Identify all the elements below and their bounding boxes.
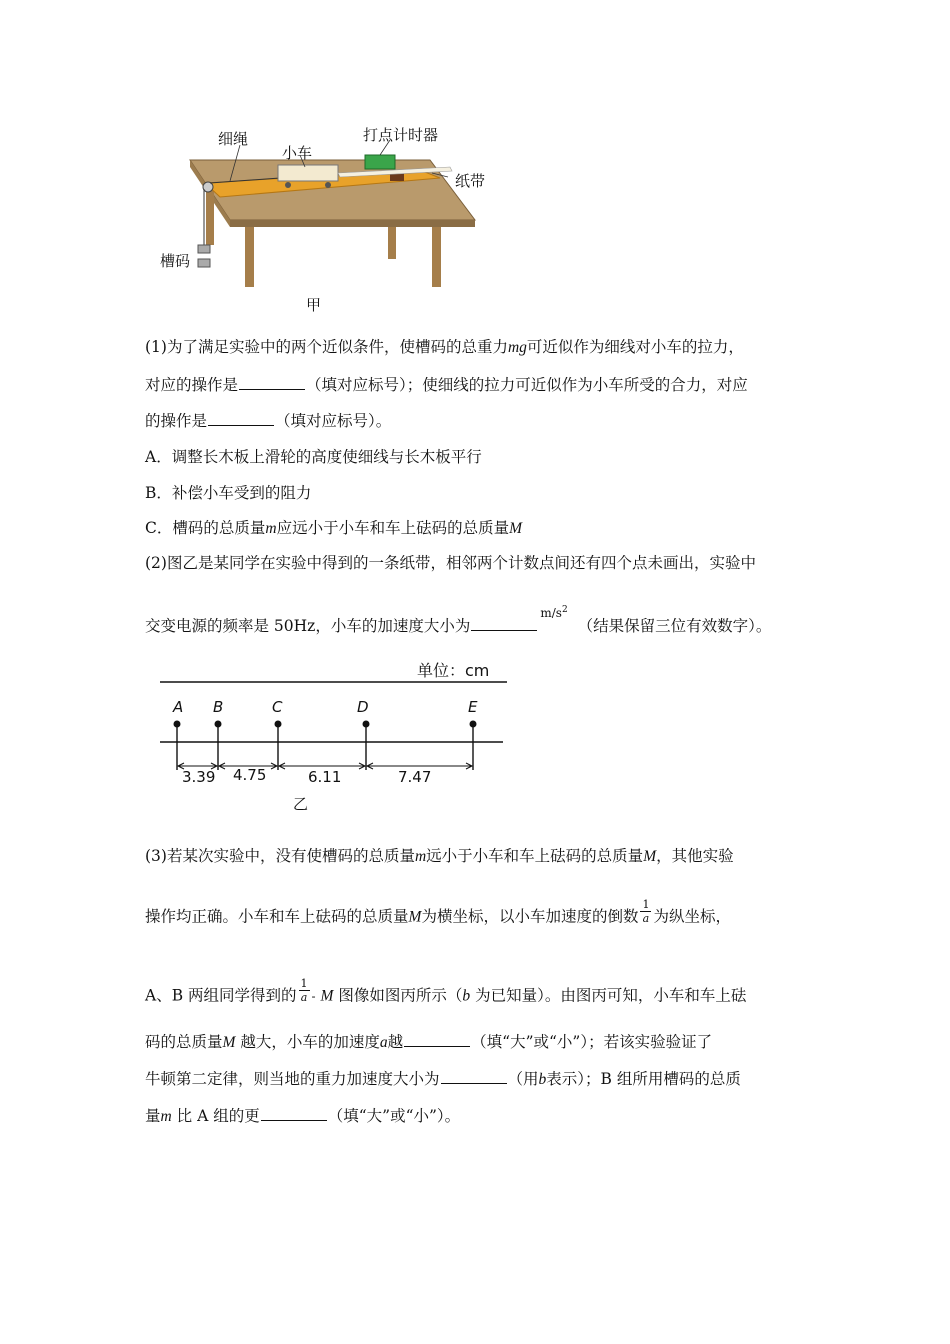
option-b: B．补偿小车受到的阻力 [145,484,312,502]
point-label: B [213,698,224,716]
distance-label: 3.39 [182,768,216,786]
q3-line6: 量m 比 A 组的更 （填“大”或“小”）。 [145,1107,461,1125]
answer-blank[interactable] [471,616,537,631]
q1-line1: (1)为了满足实验中的两个近似条件，使槽码的总重力mg可近似作为细线对小车的拉力， [145,338,744,356]
answer-blank[interactable] [239,375,305,390]
point-label: A [173,698,184,716]
distance-label: 4.75 [233,766,267,784]
option-a: A．调整长木板上滑轮的高度使细线与长木板平行 [145,448,482,466]
q3-line2: 操作均正确。小车和车上砝码的总质量M为横坐标，以小车加速度的倒数 $\frac{1}{a}$ 为纵坐标， [145,898,731,926]
point-label: D [357,698,369,716]
point-label: E [468,698,478,716]
figure-caption-jia: 甲 [306,296,322,314]
answer-blank[interactable] [261,1106,327,1121]
q2-line2: 交变电源的频率是 50Hz，小车的加速度大小为$^{m/s^2}$（结果保留三位有效数字）。 [145,605,772,635]
answer-blank[interactable] [404,1032,470,1047]
label-cart: 小车 [282,144,313,162]
label-rope: 细绳 [218,130,249,148]
label-tape: 纸带 [455,172,486,190]
q3-line1: (3)若某次实验中，没有使槽码的总质量m远小于小车和车上砝码的总质量M，其他实验 [145,847,734,865]
figure-caption-yi: 乙 [293,795,309,813]
label-weights: 槽码 [160,252,191,270]
distance-label: 7.47 [398,768,432,786]
tape-unit-label: 单位：cm [417,661,490,680]
point-label: C [272,698,283,716]
q1-line3: 的操作是 （填对应标号）。 [145,412,392,430]
q3-line5: 牛顿第二定律，则当地的重力加速度大小为 （用b表示）；B 组所用槽码的总质 [145,1070,741,1088]
label-timer: 打点计时器 [363,126,439,144]
apparatus-figure [150,115,510,295]
distance-label: 6.11 [308,768,342,786]
answer-blank[interactable] [441,1069,507,1084]
answer-blank[interactable] [208,411,274,426]
q3-line4: 码的总质量M 越大，小车的加速度a越 （填“大”或“小”）；若该实验验证了 [145,1033,713,1051]
q3-line3: A、B 两组同学得到的 $\frac{1}{a}$ - M 图像如图丙所示（b 为已知量）。由图丙可知，小车和车上砝 [145,977,747,1005]
q2-line1: (2)图乙是某同学在实验中得到的一条纸带，相邻两个计数点间还有四个点未画出，实验中 [145,554,756,572]
option-c: C．槽码的总质量m应远小于小车和车上砝码的总质量M [145,519,523,537]
q1-line2: 对应的操作是 （填对应标号）；使细线的拉力可近似作为小车所受的合力，对应 [145,376,748,394]
